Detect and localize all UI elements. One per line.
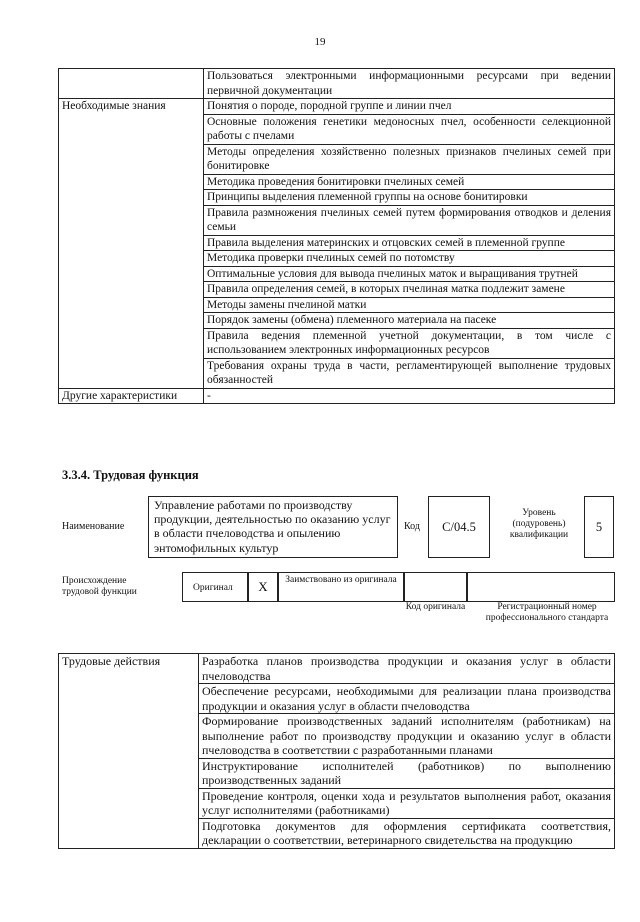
qualification-level-label: Уровень (подуровень) квалификации bbox=[509, 508, 569, 540]
section-heading: 3.3.4. Трудовая функция bbox=[62, 468, 199, 482]
table-cell: Правила ведения племенной учетной документации, в том числе с использованием электронных информационных ресурсов bbox=[204, 328, 615, 358]
table-row bbox=[59, 69, 615, 99]
table-cell: Понятия о породе, породной группе и линии пчел bbox=[204, 99, 615, 115]
table-row bbox=[59, 654, 615, 684]
other-characteristics-label: Другие характеристики bbox=[59, 388, 204, 404]
table-cell: Инструктирование исполнителей (работников) по выполнению производственных заданий bbox=[199, 758, 615, 788]
table-cell: Оптимальные условия для вывода пчелиных маток и выращивания трутней bbox=[204, 266, 615, 282]
table-cell: Пользоваться электронными информационными ресурсами при ведении первичной документации bbox=[204, 69, 615, 99]
origin-label: Происхождение трудовой функции bbox=[62, 576, 137, 597]
name-label: Наименование bbox=[62, 521, 125, 532]
labor-actions-label: Трудовые действия bbox=[59, 654, 199, 849]
table-cell: Требования охраны труда в части, регламентирующей выполнение трудовых обязанностей bbox=[204, 358, 615, 388]
table-cell: Порядок замены (обмена) племенного материала на пасеке bbox=[204, 313, 615, 329]
table-cell: Проведение контроля, оценки хода и результатов выполнения работ, оказания услуг исполнителями (работниками) bbox=[199, 788, 615, 818]
table-cell: Формирование производственных заданий исполнителям (работникам) на выполнение работ по производству продукции и оказанию услуг в области пчеловодства в соответствии с разработанными планами bbox=[199, 714, 615, 759]
origin-code-cell bbox=[404, 572, 467, 602]
origin-reg-number-label: Регистрационный номер профессионального стандарта bbox=[485, 602, 609, 623]
page-number: 19 bbox=[314, 36, 326, 48]
table-cell: Основные положения генетики медоносных пчел, особенности селекционной работы с пчелами bbox=[204, 114, 615, 144]
origin-borrowed-cell: Заимствовано из оригинала bbox=[278, 572, 404, 602]
origin-mark-cell: X bbox=[248, 572, 278, 602]
table-cell: Обеспечение ресурсами, необходимыми для реализации плана производства продукции и оказания услуг в области пчеловодства bbox=[199, 684, 615, 714]
table-cell: Правила размножения пчелиных семей путем формирования отводков и деления семьи bbox=[204, 205, 615, 235]
function-name-box: Управление работами по производству продукции, деятельностью по оказанию услуг в области пчеловодства и опылению энтомофильных культур bbox=[148, 496, 398, 558]
table-row bbox=[59, 388, 615, 404]
qualification-level-box: 5 bbox=[584, 496, 614, 558]
knowledge-label: Необходимые знания bbox=[59, 99, 204, 389]
table-cell: Правила выделения материнских и отцовских семей в племенной группе bbox=[204, 235, 615, 251]
knowledge-table bbox=[58, 68, 615, 404]
empty-label-cell bbox=[59, 69, 204, 99]
table-cell: Методы замены пчелиной матки bbox=[204, 297, 615, 313]
table-cell: Разработка планов производства продукции и оказания услуг в области пчеловодства bbox=[199, 654, 615, 684]
table-cell: Правила определения семей, в которых пчелиная матка подлежит замене bbox=[204, 282, 615, 298]
code-label: Код bbox=[404, 521, 420, 532]
code-value-box: C/04.5 bbox=[428, 496, 490, 558]
other-characteristics-value: - bbox=[204, 388, 615, 404]
labor-actions-table bbox=[58, 653, 615, 849]
table-cell: Методика проведения бонитировки пчелиных семей bbox=[204, 174, 615, 190]
table-cell: Методы определения хозяйственно полезных признаков пчелиных семей при бонитировке bbox=[204, 144, 615, 174]
table-cell: Принципы выделения племенной группы на основе бонитировки bbox=[204, 190, 615, 206]
origin-code-label: Код оригинала bbox=[405, 602, 466, 612]
origin-reg-number-cell bbox=[467, 572, 615, 602]
table-cell: Методика проверки пчелиных семей по потомству bbox=[204, 251, 615, 267]
origin-original-cell: Оригинал bbox=[182, 572, 248, 602]
table-cell: Подготовка документов для оформления сертификата соответствия, декларации о соответствии, ветеринарного свидетельства на продукцию bbox=[199, 818, 615, 848]
table-row bbox=[59, 99, 615, 115]
